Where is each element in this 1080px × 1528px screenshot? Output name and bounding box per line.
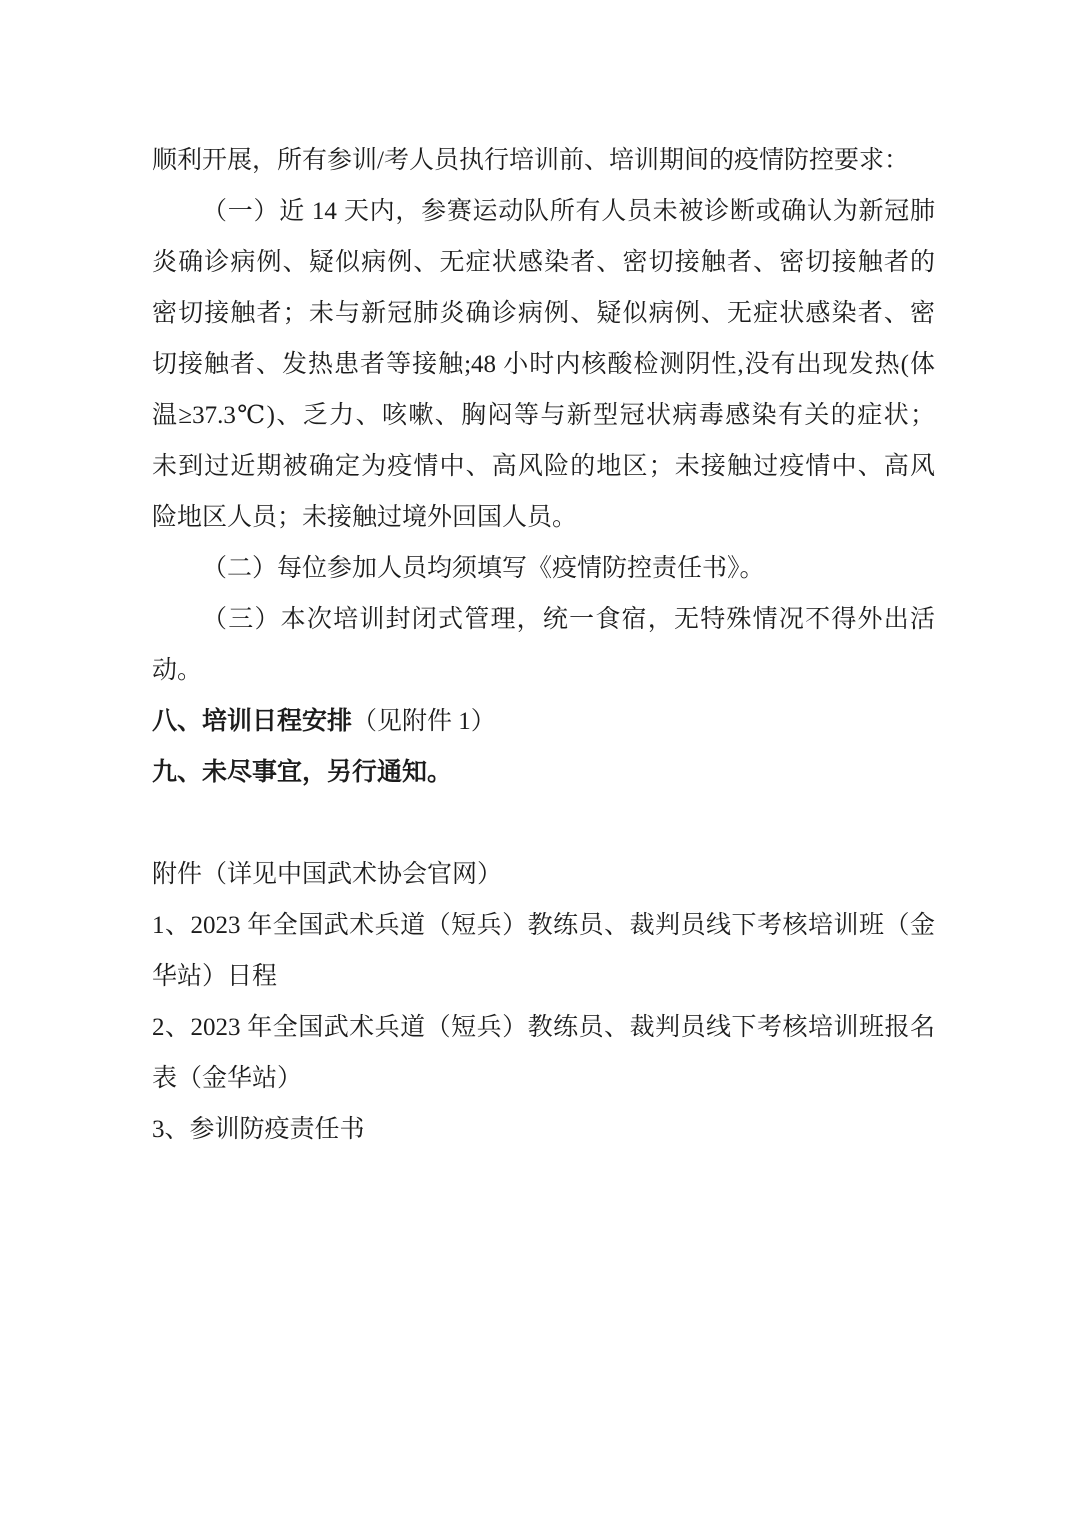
line-item1-2: 炎确诊病例、疑似病例、无症状感染者、密切接触者、密切接触者的	[152, 249, 935, 276]
document-text-block	[152, 135, 935, 1155]
heading-8-note: （见附件 1）	[352, 708, 496, 735]
heading-8-title: 八、培训日程安排	[152, 708, 353, 735]
line-item1-4: 切接触者、发热患者等接触;48 小时内核酸检测阴性,没有出现发热(体	[152, 351, 935, 378]
line-heading-8	[152, 696, 935, 747]
line-item2: （二）每位参加人员均须填写《疫情防控责任书》。	[202, 555, 765, 582]
line-item1-7: 险地区人员；未接触过境外回国人员。	[152, 504, 578, 531]
line-attachment-2a: 2、2023 年全国武术兵道（短兵）教练员、裁判员线下考核培训班报名	[152, 1014, 935, 1041]
line-item1-3: 密切接触者；未与新冠肺炎确诊病例、疑似病例、无症状感染者、密	[152, 300, 935, 327]
line-attachment-1a: 1、2023 年全国武术兵道（短兵）教练员、裁判员线下考核培训班（金	[152, 912, 935, 939]
line-item1-1: （一）近 14 天内，参赛运动队所有人员未被诊断或确认为新冠肺	[202, 198, 935, 225]
line-attachment-3: 3、参训防疫责任书	[152, 1116, 365, 1143]
heading-9-title: 九、未尽事宜，另行通知。	[152, 759, 453, 786]
line-attachment-1b: 华站）日程	[152, 963, 278, 990]
line-item1-6: 未到过近期被确定为疫情中、高风险的地区；未接触过疫情中、高风	[152, 453, 935, 480]
line-attachment-title: 附件（详见中国武术协会官网）	[152, 861, 503, 888]
line-item1-5: 温≥37.3℃)、乏力、咳嗽、胸闷等与新型冠状病毒感染有关的症状；	[152, 402, 935, 429]
line-attachment-2b: 表（金华站）	[152, 1065, 303, 1092]
line-heading-9	[152, 747, 935, 798]
line-spacer	[152, 798, 935, 849]
line-item3-1: （三）本次培训封闭式管理，统一食宿，无特殊情况不得外出活	[202, 606, 935, 633]
line-intro-end: 顺利开展，所有参训/考人员执行培训前、培训期间的疫情防控要求：	[152, 147, 909, 174]
line-item3-2: 动。	[152, 657, 203, 684]
